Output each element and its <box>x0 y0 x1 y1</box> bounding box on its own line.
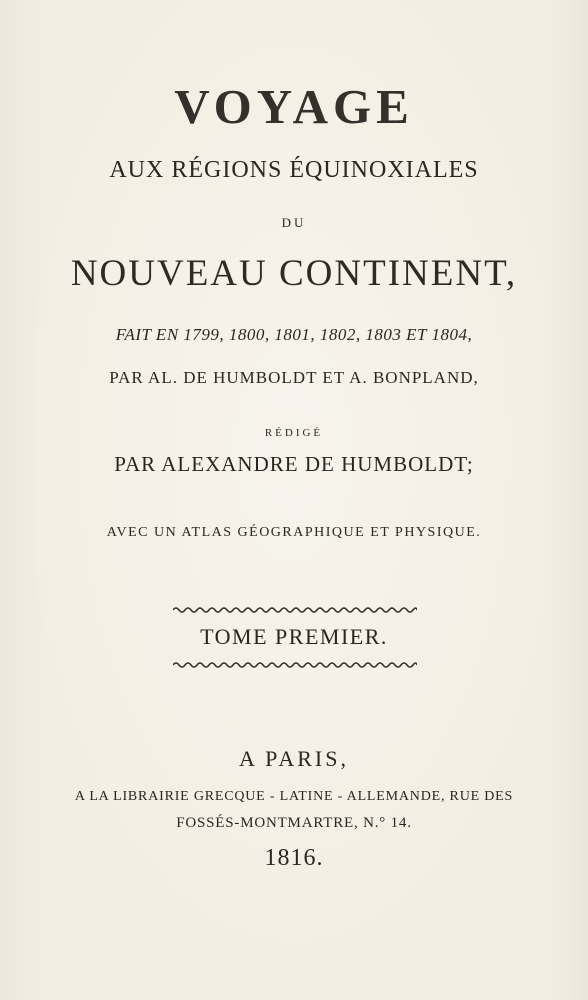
publisher-line-1: A LA LIBRAIRIE GRECQUE - LATINE - ALLEMANDE, RUE DES <box>74 789 514 804</box>
volume-label: TOME PREMIER. <box>200 624 388 649</box>
main-title: VOYAGE <box>174 79 414 134</box>
redige-label: RÉDIGÉ <box>264 427 324 439</box>
atlas-note: AVEC UN ATLAS GÉOGRAPHIQUE ET PHYSIQUE. <box>106 525 482 540</box>
ornamental-rule-bottom <box>173 661 417 669</box>
connector-word: DU <box>281 215 307 230</box>
redacteur-line: PAR ALEXANDRE DE HUMBOLDT; <box>114 452 474 476</box>
subtitle: AUX RÉGIONS ÉQUINOXIALES <box>109 157 479 183</box>
expedition-dates: FAIT EN 1799, 1800, 1801, 1802, 1803 ET 1804, <box>115 325 473 344</box>
ornamental-rule-top <box>173 606 417 614</box>
wavy-rule-icon <box>173 661 417 669</box>
publisher-line-2: FOSSÉS-MONTMARTRE, N.° 14. <box>176 815 412 831</box>
publication-year: 1816. <box>264 845 324 871</box>
authors-line: PAR AL. DE HUMBOLDT ET A. BONPLAND, <box>109 368 479 387</box>
wavy-rule-icon <box>173 606 417 614</box>
publication-place: A PARIS, <box>238 746 349 771</box>
continent-title: NOUVEAU CONTINENT, <box>70 253 518 294</box>
